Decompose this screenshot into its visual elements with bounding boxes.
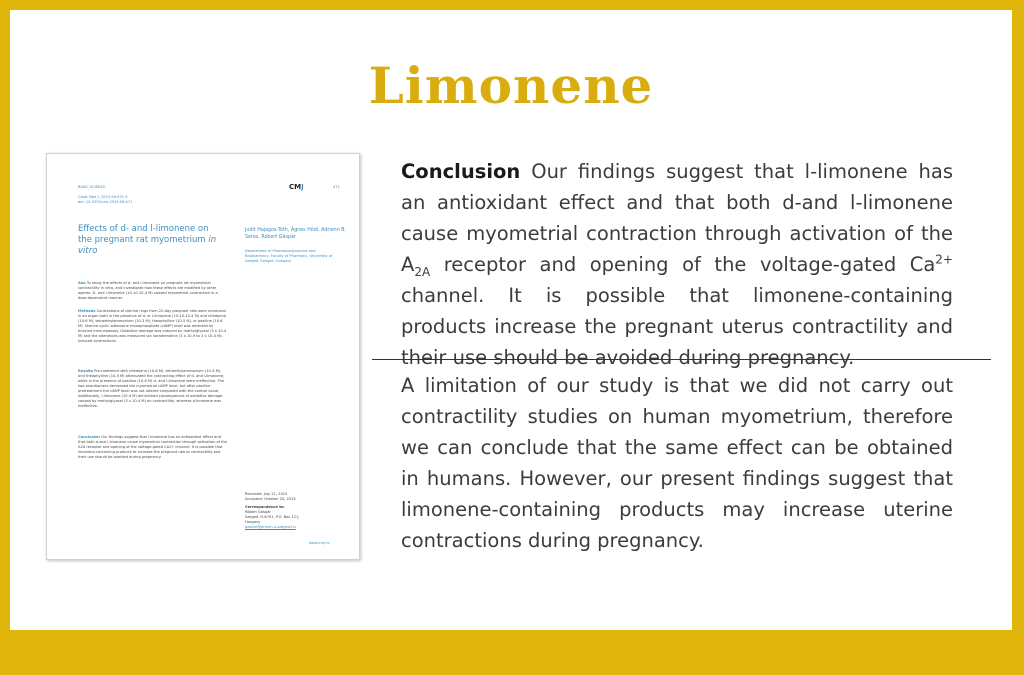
thumb-results-text: Pre-treatment with nifedipine (10-6 M), tetraethylammonium (10-3 M), and theophylline (10-5 M) attenuated the contracting effect of d- and l-limonene, while in the presence of pasiline (10-6 M) d- and l-limonene were ineffective. The two enantiomers decreased the myometrial cAMP level, but after pasiline pretreatment the cAMP level was not altered compared with the control value. Additionally, l-limonene (10-4 M) diminished consequences of oxidative damage caused by methylglyoxal (3 x 10-4 M) on contractility, whereas d-limonene was ineffective. xyxy=(78,369,225,408)
thumb-footer-url: www.cmj.hr xyxy=(309,541,331,545)
thumb-title-italic: in vitro xyxy=(78,235,217,256)
thumb-email-link[interactable]: gaspar@pharm.u-szeged.hu xyxy=(245,525,296,529)
journal-logo-accent: J xyxy=(301,183,304,191)
thumb-conclusion-text: Our findings suggest that l-limonene has an antioxidant effect and that both d-and l-limonene cause myometrial contraction through activation of the A2A receptor and opening of the voltage-gated Ca2+ channel. It is possible that limonene-containing products to increase the pregnant uterus contractility and their use should be avoided during pregnancy. xyxy=(78,435,228,459)
thumb-affiliation: Department of Pharmacodynamics and Biopharmacy, Faculty of Pharmacy, University of Szeged, Szeged, Hungary xyxy=(245,249,333,263)
thumb-correspondence-label: Correspondence to: xyxy=(245,505,285,509)
thumb-citation-2: doi: 10.3325/cmj.2015.56.471 xyxy=(78,200,133,204)
conclusion-superscript: 2+ xyxy=(935,252,953,267)
conclusion-paragraph xyxy=(401,156,953,373)
limitation-paragraph: A limitation of our study is that we did not carry out contractility studies on human myometrium, therefore we can conclude that the same effect can be obtained in humans. However, our present findings suggest that limonene-containing products may increase uterine contractions during pregnancy. xyxy=(401,374,953,552)
slide-card xyxy=(10,10,1012,630)
journal-logo xyxy=(289,185,304,190)
conclusion-text-1: Our findings suggest that l-limonene has an antioxidant effect and that both d-and l-limonene cause myometrial contraction through activation of the A xyxy=(401,160,953,276)
conclusion-text-3: channel. It is possible that limonene-containing products increase the pregnant uterus contractility and their use should be avoided during pregnancy. xyxy=(401,284,953,369)
conclusion-heading: Conclusion xyxy=(401,160,521,183)
conclusion-text-2: receptor and opening of the voltage-gated Ca xyxy=(430,253,936,276)
thumb-page-number: 471 xyxy=(333,185,340,189)
thumb-aim-label: Aim xyxy=(78,281,86,285)
thumb-received: Received: July 21, 2015 xyxy=(245,492,288,496)
thumb-citation-1: Croat Med J. 2015;56:471-9 xyxy=(78,195,128,199)
thumb-results xyxy=(78,369,228,409)
thumb-aim xyxy=(78,281,228,301)
thumb-article-title xyxy=(78,224,218,257)
thumb-section: BASIC SCIENCE xyxy=(78,185,106,189)
journal-logo-main: CM xyxy=(289,183,302,191)
section-divider xyxy=(372,359,991,360)
thumb-correspondence-line: Hungary xyxy=(245,520,261,524)
thumb-methods-label: Methods xyxy=(78,309,96,313)
thumb-methods xyxy=(78,309,228,344)
thumb-conclusion-label: Conclusion xyxy=(78,435,100,439)
thumb-accepted: Accepted: October 24, 2015 xyxy=(245,497,296,501)
thumb-authors: Judit Hajagos-Tóth, Ágnes Hódi, Adrienn B. Seres, Róbert Gáspár xyxy=(245,228,347,240)
thumb-correspondence-line: Szeged, H-6701, P.O. Box 121, xyxy=(245,515,300,519)
thumb-conclusion xyxy=(78,435,228,460)
thumb-methods-text: Contractions of uterine rings from 22-day pregnant rats were measured in an organ bath in the presence of d- or l-limonene (10-10-10-4 M) and nifedipine (10-6 M), tetraethylammonium (10-3 M), theophylline (10-5 M), or pasiline (10-6 M). Uterine cyclic adenosine monophosphate (cAMP) level was detected by enzyme immunoassay. Oxidative damage was induced by methylglyoxal (3 x 10-4 M) and the alterations was measured via noradrenaline (3 x 10-9 to 3 x 10-4 M)-induced contractions. xyxy=(78,309,227,343)
conclusion-subscript: 2A xyxy=(414,264,431,279)
article-thumbnail xyxy=(46,153,360,560)
thumb-aim-text: To study the effects of d- and l-limonene on pregnant rat myometrial contractility in vitro, and investigate how these effects are modified by other agents. D- and l-limonene (10-10-10-4 M) caused myometrial contraction in a dose-dependent manner. xyxy=(78,281,218,300)
slide-title: Limonene xyxy=(368,56,654,115)
thumb-correspondence-line: Róbert Gáspár xyxy=(245,510,271,514)
thumb-title-text: Effects of d- and l-limonene on the pregnant rat myometrium xyxy=(78,224,209,245)
thumb-results-label: Results xyxy=(78,369,93,373)
